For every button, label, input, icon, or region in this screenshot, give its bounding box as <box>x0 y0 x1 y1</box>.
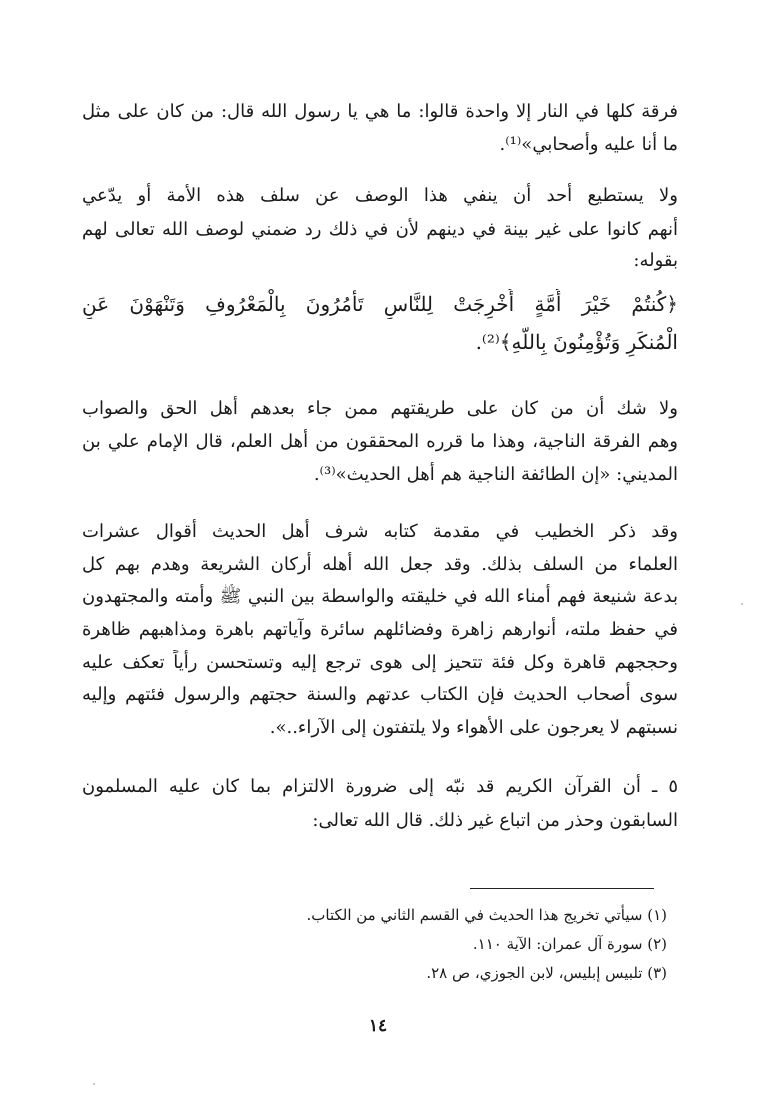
text-line: بدعة شنيعة فهم أمناء الله في خليقته والواسطة بين النبي ﷺ وأمته والمجتهدون <box>82 586 678 607</box>
footnote: (٢) سورة آل عمران: الآية ١١٠. <box>472 935 667 953</box>
scan-speck <box>741 603 743 605</box>
text-line: وقد ذكر الخطيب في مقدمة كتابه شرف أهل الحديث أقوال عشرات <box>82 521 678 542</box>
text-line: نسبتهم لا يعرجون على الأهواء ولا يلتفتون إلى الآراء..». <box>269 717 678 738</box>
text-line: ما أنا عليه وأصحابي»⁽¹⁾. <box>499 134 678 155</box>
scan-speck <box>93 1083 95 1085</box>
text-line: بقوله: <box>633 250 678 271</box>
text-line: ولا شك أن من كان على طريقتهم ممن جاء بعدهم أهل الحق والصواب <box>82 398 678 419</box>
footnote: (٣) تلبيس إبليس، لابن الجوزي، ص ٢٨. <box>426 964 667 982</box>
quran-verse-line: الْمُنكَرِ وَتُؤْمِنُونَ بِاللَّهِ﴾⁽²⁾. <box>475 330 678 354</box>
footnote: (١) سيأتي تخريج هذا الحديث في القسم الثاني من الكتاب. <box>306 906 667 924</box>
text-line: في حفظ ملته، أنوارهم زاهرة وفضائلهم سائرة وآياتهم باهرة ومذاهبهم ظاهرة <box>82 619 678 640</box>
text-line: ولا يستطيع أحد أن ينفي هذا الوصف عن سلف هذه الأمة أو يدّعي <box>82 185 678 206</box>
text-line: فرقة كلها في النار إلا واحدة قالوا: ما هي يا رسول الله قال: من كان على مثل <box>82 101 678 122</box>
page-number: ١٤ <box>368 1016 388 1036</box>
text-line: وحججهم قاهرة وكل فئة تتحيز إلى هوى ترجع إليه وتستحسن رأياً تعكف عليه <box>82 652 678 673</box>
text-line: المديني: «إن الطائفة الناجية هم أهل الحديث»⁽³⁾. <box>313 464 678 485</box>
text-line: العلماء من السلف بذلك. وقد جعل الله أهله أركان الشريعة وهدم بهم كل <box>82 554 678 575</box>
text-line: السابقون وحذر من اتباع غير ذلك. قال الله تعالى: <box>312 810 678 831</box>
footnote-separator <box>470 888 654 889</box>
text-line: أنهم كانوا على غير بينة في دينهم لأن في ذلك رد ضمني لوصف الله تعالى لهم <box>82 219 678 240</box>
quran-verse-line: ﴿كُنتُمْ خَيْرَ أُمَّةٍ أُخْرِجَتْ لِلنَّاسِ تَأْمُرُونَ بِالْمَعْرُوفِ وَتَنْهَوْنَ عَنِ <box>82 292 678 316</box>
text-line: وهم الفرقة الناجية، وهذا ما قرره المحققون من أهل العلم، قال الإمام علي بن <box>82 431 678 452</box>
text-line: ٥ ـ أن القرآن الكريم قد نبّه إلى ضرورة الالتزام بما كان عليه المسلمون <box>82 776 678 797</box>
text-line: سوى أصحاب الحديث فإن الكتاب عدتهم والسنة حجتهم والرسول فئتهم وإليه <box>82 684 678 705</box>
